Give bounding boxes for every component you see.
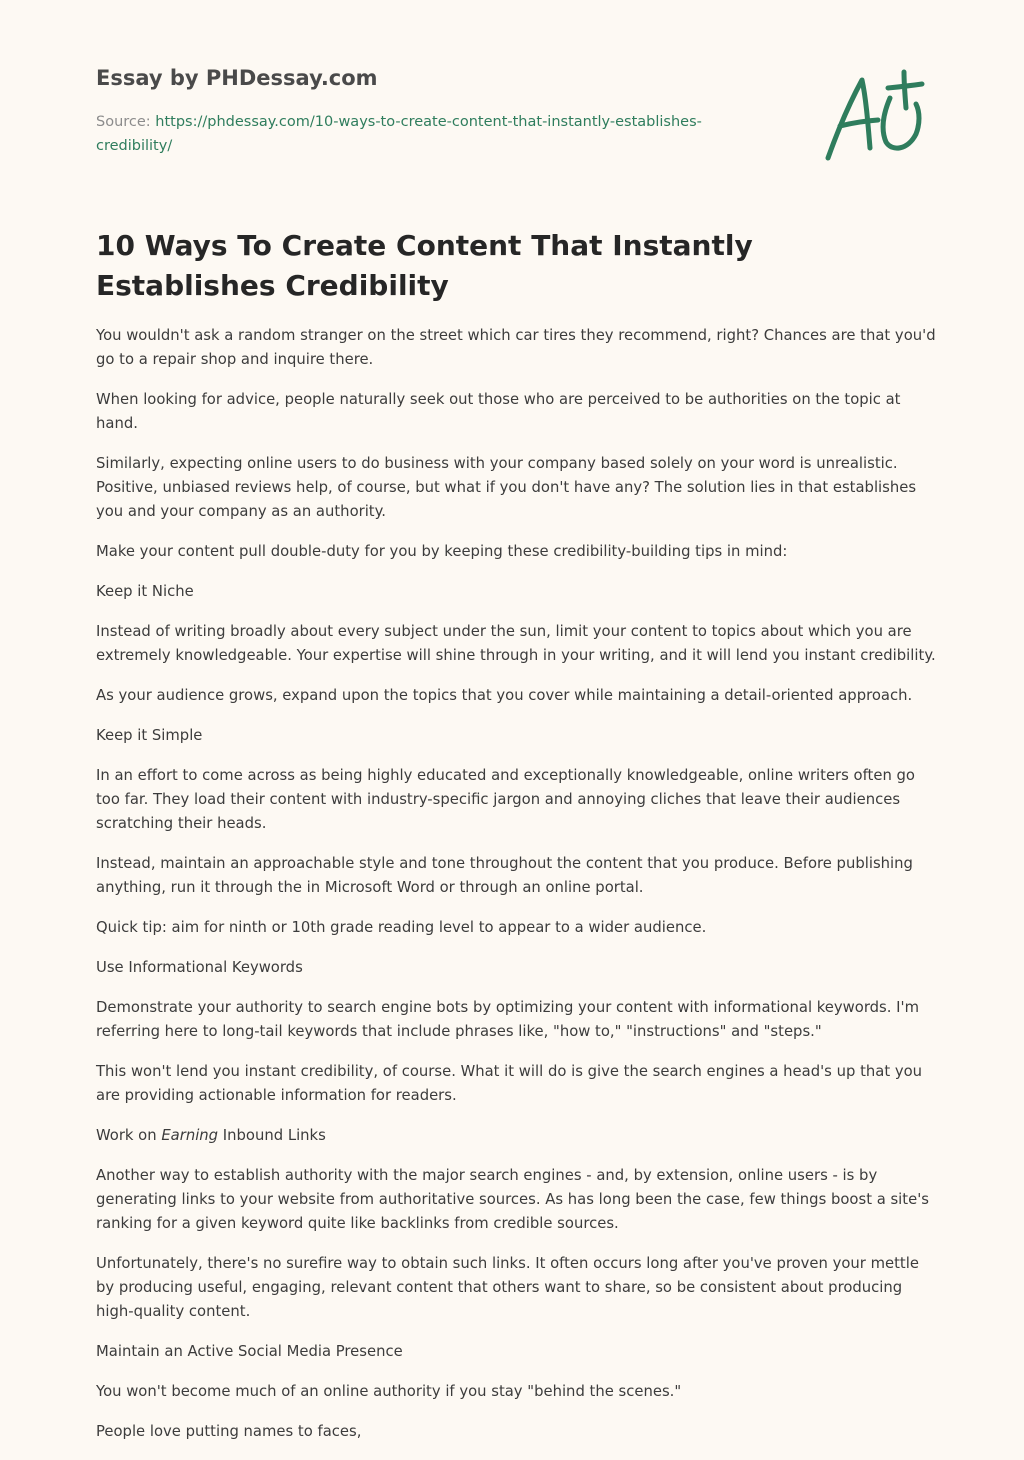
paragraph: Make your content pull double-duty for you by keeping these credibility-building tips in mind: bbox=[96, 543, 788, 560]
paragraph: Similarly, expecting online users to do business with your company based solely on your word is unrealistic. Positive, unbiased reviews help, of course, but what if you don't have any? The solution lies in that establishes you and your company as an authority. bbox=[96, 455, 917, 520]
paragraph: Quick tip: aim for ninth or 10th grade reading level to appear to a wider audience. bbox=[96, 919, 707, 936]
section-heading: Keep it Niche bbox=[96, 583, 194, 600]
paragraph: You won't become much of an online authority if you stay "behind the scenes." bbox=[96, 1383, 682, 1400]
paragraph: Instead of writing broadly about every subject under the sun, limit your content to topics about which you are extremely knowledgeable. Your expertise will shine through in your writing, and it will lend you instant credibility. bbox=[96, 623, 936, 664]
source-link[interactable]: https://phdessay.com/10-ways-to-create-content-that-instantly-establishes-credibility/ bbox=[96, 114, 702, 154]
article-body bbox=[96, 324, 936, 1460]
paragraph: In an effort to come across as being highly educated and exceptionally knowledgeable, online writers often go too far. They load their content with industry-specific jargon and annoying cliches that leave their audiences scratching their heads. bbox=[96, 767, 915, 832]
paragraph: Demonstrate your authority to search engine bots by optimizing your content with informational keywords. I'm referring here to long-tail keywords that include phrases like, "how to," "instructions" and "steps." bbox=[96, 999, 919, 1040]
source-line bbox=[96, 110, 746, 158]
paragraph: As your audience grows, expand upon the topics that you cover while maintaining a detail-oriented approach. bbox=[96, 687, 913, 704]
section-heading: Keep it Simple bbox=[96, 727, 203, 744]
paragraph: Another way to establish authority with the major search engines - and, by extension, online users - is by generating links to your website from authoritative sources. As has long been the case, few things boost a site's ranking for a given keyword quite like backlinks from credible sources. bbox=[96, 1167, 929, 1232]
heading-text: Work on bbox=[96, 1127, 162, 1144]
section-heading: Use Informational Keywords bbox=[96, 959, 303, 976]
source-label: Source: bbox=[96, 114, 151, 130]
article-title: 10 Ways To Create Content That Instantly Establishes Credibility bbox=[96, 229, 753, 302]
paragraph: This won't lend you instant credibility, of course. What it will do is give the search engines a head's up that you are providing actionable information for readers. bbox=[96, 1063, 923, 1104]
paragraph: Unfortunately, there's no surefire way to obtain such links. It often occurs long after you've proven your mettle by producing useful, engaging, relevant content that others want to share, so be consistent about producing high-quality content. bbox=[96, 1255, 919, 1320]
paragraph: Instead, maintain an approachable style and tone throughout the content that you produce. Before publishing anything, run it through the in Microsoft Word or through an online portal. bbox=[96, 855, 913, 896]
section-heading-inbound-links bbox=[96, 1124, 936, 1148]
heading-emphasis: Earning bbox=[161, 1127, 219, 1144]
paragraph: When looking for advice, people naturally seek out those who are perceived to be authorities on the topic at hand. bbox=[96, 391, 901, 432]
paragraph: People love putting names to faces, bbox=[96, 1423, 362, 1440]
a-plus-logo-icon bbox=[824, 68, 928, 166]
paragraph: You wouldn't ask a random stranger on the street which car tires they recommend, right? Chances are that you'd go to a repair shop and inquire there. bbox=[96, 327, 936, 368]
heading-text: Inbound Links bbox=[218, 1127, 326, 1144]
site-title: Essay by PHDessay.com bbox=[96, 66, 378, 90]
section-heading: Maintain an Active Social Media Presence bbox=[96, 1343, 403, 1360]
